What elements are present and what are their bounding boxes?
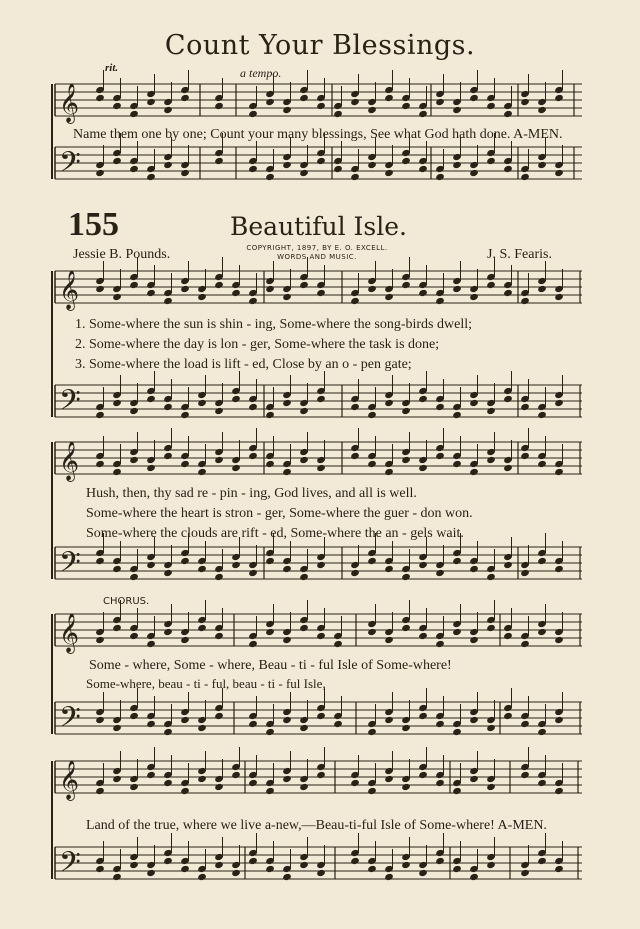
note-head [520,297,530,305]
note-head [95,411,105,419]
note-head [435,857,445,865]
note-head [486,783,496,791]
note-head [197,468,207,476]
previous-hymn-lyric: Name them one by one; Count your many blessings, See what God hath done. A-MEN. [73,127,563,142]
chorus-line-2: Land of the true, where we live a-new,—Beau-ti-ful Isle of Some-where! A-MEN. [86,818,547,833]
note-head [163,297,173,305]
note-head [503,712,513,720]
note-head [214,632,224,640]
note-head [537,106,547,114]
note-head [316,102,326,110]
note-head [282,636,292,644]
note-head [367,161,377,169]
chorus-label: CHORUS. [103,596,150,607]
note-head [469,716,479,724]
note-head [486,724,496,732]
note-head [401,157,411,165]
note-head [401,102,411,110]
note-head [214,407,224,415]
note-head [384,468,394,476]
copyright-line: COPYRIGHT, 1897, BY E. O. EXCELL. [246,244,388,252]
note-head [95,557,105,565]
clef-symbol: 𝄢 [59,546,81,586]
note-head [316,561,326,569]
note-head [503,110,513,118]
note-head [537,628,547,636]
note-head [129,712,139,720]
note-head [163,403,173,411]
note-head [537,857,547,865]
note-head [367,411,377,419]
note-head [129,632,139,640]
note-head [163,106,173,114]
note-head [469,293,479,301]
note-head [163,452,173,460]
note-head [214,456,224,464]
note-head [282,775,292,783]
note-head [112,775,122,783]
note-head [95,636,105,644]
note-head [503,165,513,173]
chorus-line-1-bass: Some-where, beau - ti - ful, beau - ti - ful Isle, [86,676,326,691]
clef-symbol: 𝄞 [59,270,80,310]
note-head [231,395,241,403]
note-head [469,636,479,644]
note-head [282,873,292,881]
note-head [248,165,258,173]
note-head [452,411,462,419]
note-head [384,636,394,644]
note-head [452,161,462,169]
note-head [435,720,445,728]
note-head [129,281,139,289]
note-head [401,573,411,581]
note-head [112,399,122,407]
note-head [112,102,122,110]
note-head [537,161,547,169]
note-head [384,399,394,407]
note-head [180,94,190,102]
note-head [435,779,445,787]
note-head [520,720,530,728]
note-head [367,787,377,795]
note-head [299,624,309,632]
note-head [231,869,241,877]
note-head [299,456,309,464]
note-head [282,468,292,476]
note-head [486,157,496,165]
note-head [180,169,190,177]
note-head [333,640,343,648]
note-head [486,102,496,110]
note-head [146,561,156,569]
note-head [401,281,411,289]
note-head [231,561,241,569]
note-head [486,281,496,289]
note-head [435,640,445,648]
note-head [163,161,173,169]
note-head [299,407,309,415]
note-head [282,716,292,724]
note-head [316,712,326,720]
note-head [299,94,309,102]
note-head [554,716,564,724]
note-head [520,173,530,181]
note-head [384,94,394,102]
note-head [537,285,547,293]
note-head [418,632,428,640]
note-head [452,557,462,565]
note-head [401,407,411,415]
note-head [214,573,224,581]
note-head [316,771,326,779]
note-head [554,468,564,476]
note-head [418,110,428,118]
note-head [163,857,173,865]
note-head [350,173,360,181]
verse-3-line-1: 3. Some-where the load is lift - ed, Close by an o - pen gate; [75,357,412,372]
note-head [146,464,156,472]
note-head [367,728,377,736]
note-head [418,165,428,173]
note-head [350,857,360,865]
note-head [112,565,122,573]
note-head [129,573,139,581]
note-head [367,557,377,565]
note-head [350,779,360,787]
note-head [282,106,292,114]
hymn-title: Beautiful Isle. [230,212,407,241]
clef-symbol: 𝄢 [59,701,81,741]
clef-symbol: 𝄞 [59,441,80,481]
note-head [180,636,190,644]
note-head [452,628,462,636]
note-head [112,624,122,632]
note-head [554,865,564,873]
note-head [537,557,547,565]
note-head [265,285,275,293]
note-head [299,861,309,869]
note-head [367,865,377,873]
note-head [214,102,224,110]
note-head [435,569,445,577]
note-head [231,289,241,297]
note-head [520,569,530,577]
note-head [265,411,275,419]
note-head [146,869,156,877]
chorus-line-1: Some - where, Some - where, Beau - ti - ful Isle of Some-where! [89,658,452,673]
note-head [180,285,190,293]
note-head [469,399,479,407]
note-head [486,407,496,415]
note-head [316,464,326,472]
note-head [180,865,190,873]
note-head [537,779,547,787]
note-head [367,460,377,468]
note-head [384,565,394,573]
note-head [384,775,394,783]
note-head [282,399,292,407]
note-head [452,106,462,114]
note-head [418,771,428,779]
note-head [146,640,156,648]
note-head [333,720,343,728]
clef-symbol: 𝄞 [59,83,80,123]
note-head [95,460,105,468]
note-head [248,297,258,305]
note-head [214,861,224,869]
note-head [367,106,377,114]
note-head [265,557,275,565]
note-head [520,98,530,106]
note-head [333,110,343,118]
note-head [180,787,190,795]
note-head [350,297,360,305]
note-head [282,565,292,573]
note-head [163,569,173,577]
note-head [248,569,258,577]
note-head [265,787,275,795]
note-head [95,865,105,873]
verse-2-line-1: 2. Some-where the day is lon - ger, Some-where the task is done; [75,337,440,352]
note-head [435,297,445,305]
note-head [248,640,258,648]
note-head [112,157,122,165]
note-head [520,640,530,648]
note-head [129,407,139,415]
note-head [197,873,207,881]
note-head [384,873,394,881]
note-head [503,289,513,297]
note-head [350,98,360,106]
note-head [435,403,445,411]
note-head [316,157,326,165]
note-head [163,779,173,787]
note-head [197,293,207,301]
tempo-mark-a-tempo: a tempo. [240,66,282,80]
note-head [350,569,360,577]
note-head [503,632,513,640]
note-head [503,395,513,403]
note-head [418,869,428,877]
note-head [265,628,275,636]
note-head [95,94,105,102]
verse-1-line-1: 1. Some-where the sun is shin - ing, Some-where the song-birds dwell; [75,317,472,332]
note-head [554,565,564,573]
note-head [265,865,275,873]
note-head [129,110,139,118]
note-head [197,399,207,407]
note-head [180,716,190,724]
note-head [401,724,411,732]
note-head [299,281,309,289]
note-head [469,169,479,177]
note-head [520,869,530,877]
note-head [197,724,207,732]
note-head [214,783,224,791]
note-head [367,628,377,636]
note-head [112,873,122,881]
note-head [112,724,122,732]
note-head [163,728,173,736]
note-head [180,411,190,419]
note-head [146,771,156,779]
note-head [520,452,530,460]
note-head [401,783,411,791]
clef-symbol: 𝄢 [59,384,81,424]
note-head [350,452,360,460]
note-head [452,285,462,293]
note-head [129,165,139,173]
note-head [418,395,428,403]
note-head [401,456,411,464]
note-head [401,624,411,632]
note-head [418,289,428,297]
note-head [469,468,479,476]
note-head [214,157,224,165]
verse-3-line-2: Some-where the clouds are rift - ed, Some-where the an - gels wait. [86,526,464,541]
note-head [112,468,122,476]
note-head [554,293,564,301]
note-head [554,169,564,177]
note-head [129,783,139,791]
note-head [316,632,326,640]
note-head [95,285,105,293]
note-head [486,624,496,632]
note-head [146,173,156,181]
note-head [95,787,105,795]
note-head [503,561,513,569]
note-head [486,573,496,581]
note-head [248,403,258,411]
verse-2-line-2: Some-where the heart is stron - ger, Some-where the guer - don won. [86,506,473,521]
note-head [265,98,275,106]
note-head [146,289,156,297]
note-head [537,411,547,419]
note-head [384,169,394,177]
hymn-author: Jessie B. Pounds. [73,247,171,262]
note-head [537,728,547,736]
note-head [418,712,428,720]
note-head [299,169,309,177]
note-head [197,775,207,783]
note-head [435,98,445,106]
rights-line: WORDS AND MUSIC. [277,253,357,261]
note-head [231,771,241,779]
note-head [316,869,326,877]
note-head [95,716,105,724]
note-head [316,395,326,403]
note-head [265,173,275,181]
note-head [214,281,224,289]
note-head [146,395,156,403]
note-head [452,865,462,873]
previous-hymn-title: Count Your Blessings. [164,30,476,61]
note-head [350,403,360,411]
note-head [384,716,394,724]
note-head [129,456,139,464]
note-head [248,452,258,460]
note-head [367,285,377,293]
note-head [265,728,275,736]
note-head [129,861,139,869]
note-head [180,460,190,468]
note-head [469,873,479,881]
note-head [282,161,292,169]
note-head [197,565,207,573]
note-head [418,464,428,472]
note-head [248,720,258,728]
note-head [248,779,258,787]
note-head [299,783,309,791]
note-head [486,861,496,869]
note-head [452,460,462,468]
note-head [401,861,411,869]
clef-symbol: 𝄢 [59,146,81,186]
note-head [214,712,224,720]
note-head [520,403,530,411]
clef-symbol: 𝄞 [59,760,80,800]
note-head [146,720,156,728]
note-head [265,460,275,468]
note-head [503,464,513,472]
note-head [520,771,530,779]
note-head [435,452,445,460]
hymn-number: 155 [68,206,119,243]
clef-symbol: 𝄢 [59,846,81,886]
tempo-mark-rit: rit. [105,62,119,74]
note-head [554,636,564,644]
note-head [537,460,547,468]
note-head [197,624,207,632]
hymn-composer: J. S. Fearis. [487,247,552,262]
note-head [333,165,343,173]
note-head [554,399,564,407]
note-head [452,728,462,736]
note-head [316,289,326,297]
note-head [231,464,241,472]
note-head [163,628,173,636]
note-head [95,169,105,177]
note-head [452,787,462,795]
note-head [435,173,445,181]
note-head [282,293,292,301]
note-head [486,456,496,464]
note-head [248,857,258,865]
note-head [299,573,309,581]
verse-1-line-2: Hush, then, thy sad re - pin - ing, God lives, and all is well. [86,486,417,501]
note-head [146,98,156,106]
note-head [554,94,564,102]
note-head [469,775,479,783]
note-head [299,724,309,732]
note-head [384,293,394,301]
note-head [112,293,122,301]
note-head [469,94,479,102]
note-head [180,557,190,565]
clef-symbol: 𝄞 [59,613,80,653]
note-head [248,110,258,118]
note-head [469,565,479,573]
note-head [418,561,428,569]
note-head [554,787,564,795]
